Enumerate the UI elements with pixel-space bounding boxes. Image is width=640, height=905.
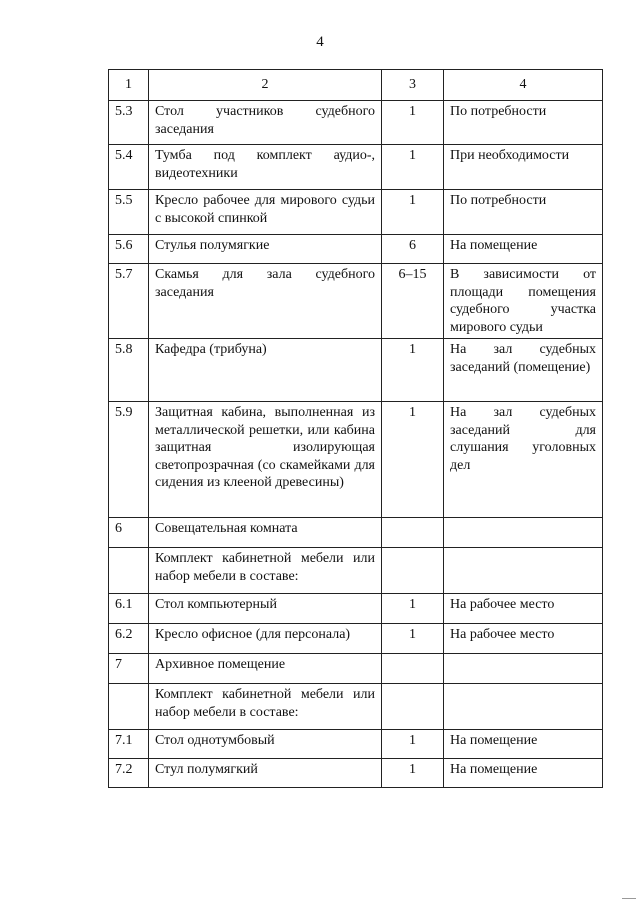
- note-cell: На помещение: [444, 759, 603, 788]
- table-row: [109, 145, 603, 190]
- row-number-cell: 5.7: [109, 264, 149, 339]
- note-cell: В зависимости от площади помещения судебного участка мирового судьи: [444, 264, 603, 339]
- edge-mark: [622, 898, 636, 899]
- header-cell-col3: 3: [382, 70, 444, 101]
- quantity-cell: 1: [382, 759, 444, 788]
- item-name-cell: Архивное помещение: [149, 654, 382, 684]
- note-cell: [444, 684, 603, 730]
- table-row: [109, 759, 603, 788]
- header-cell-col4: 4: [444, 70, 603, 101]
- note-cell: На помещение: [444, 730, 603, 759]
- table-row: [109, 101, 603, 145]
- item-name-cell: Стул полумягкий: [149, 759, 382, 788]
- item-name-cell: Защитная кабина, выполненная из металлической решетки, или кабина защитная изолирующая светопрозрачная (со скамейками для сидения из клееной древесины): [149, 402, 382, 518]
- row-number-cell: 7.1: [109, 730, 149, 759]
- item-name-cell: Стол компьютерный: [149, 594, 382, 624]
- quantity-cell: 1: [382, 594, 444, 624]
- quantity-cell: 6: [382, 235, 444, 264]
- table-row: [109, 402, 603, 518]
- quantity-cell: [382, 654, 444, 684]
- note-cell: При необходимости: [444, 145, 603, 190]
- page-number: 4: [316, 34, 324, 50]
- header-cell-col1: 1: [109, 70, 149, 101]
- row-number-cell: 6: [109, 518, 149, 548]
- quantity-cell: 1: [382, 339, 444, 402]
- row-number-cell: 5.6: [109, 235, 149, 264]
- quantity-cell: 1: [382, 402, 444, 518]
- quantity-cell: 1: [382, 190, 444, 235]
- item-name-cell: Кресло офисное (для персонала): [149, 624, 382, 654]
- table-row: [109, 730, 603, 759]
- note-cell: На зал судебных заседаний (помещение): [444, 339, 603, 402]
- table-row: [109, 684, 603, 730]
- row-number-cell: 5.4: [109, 145, 149, 190]
- table-row: [109, 235, 603, 264]
- quantity-cell: 1: [382, 101, 444, 145]
- table-row: [109, 624, 603, 654]
- item-name-cell: Стол участников судебного заседания: [149, 101, 382, 145]
- note-cell: [444, 654, 603, 684]
- note-cell: По потребности: [444, 190, 603, 235]
- note-cell: На помещение: [444, 235, 603, 264]
- table-row: [109, 339, 603, 402]
- item-name-cell: Стол однотумбовый: [149, 730, 382, 759]
- note-cell: На рабочее место: [444, 594, 603, 624]
- row-number-cell: 5.9: [109, 402, 149, 518]
- note-cell: По потребности: [444, 101, 603, 145]
- item-name-cell: Стулья полумягкие: [149, 235, 382, 264]
- table-row: [109, 518, 603, 548]
- row-number-cell: 6.1: [109, 594, 149, 624]
- quantity-cell: [382, 548, 444, 594]
- table-row: [109, 264, 603, 339]
- row-number-cell: 5.3: [109, 101, 149, 145]
- quantity-cell: [382, 518, 444, 548]
- table-header-row: [109, 70, 603, 101]
- item-name-cell: Совещательная комната: [149, 518, 382, 548]
- note-cell: [444, 518, 603, 548]
- item-name-cell: Скамья для зала судебного заседания: [149, 264, 382, 339]
- item-name-cell: Кафедра (трибуна): [149, 339, 382, 402]
- item-name-cell: Комплект кабинетной мебели или набор мебели в составе:: [149, 548, 382, 594]
- header-cell-col2: 2: [149, 70, 382, 101]
- note-cell: На зал судебных заседаний для слушания уголовных дел: [444, 402, 603, 518]
- row-number-cell: 6.2: [109, 624, 149, 654]
- note-cell: На рабочее место: [444, 624, 603, 654]
- row-number-cell: 7: [109, 654, 149, 684]
- row-number-cell: 5.5: [109, 190, 149, 235]
- table-row: [109, 548, 603, 594]
- note-cell: [444, 548, 603, 594]
- table-row: [109, 190, 603, 235]
- item-name-cell: Кресло рабочее для мирового судьи с высокой спинкой: [149, 190, 382, 235]
- row-number-cell: [109, 548, 149, 594]
- item-name-cell: Тумба под комплект аудио-, видеотехники: [149, 145, 382, 190]
- table-row: [109, 594, 603, 624]
- row-number-cell: 5.8: [109, 339, 149, 402]
- table-row: [109, 654, 603, 684]
- row-number-cell: 7.2: [109, 759, 149, 788]
- quantity-cell: 1: [382, 730, 444, 759]
- furniture-table: [108, 69, 603, 788]
- quantity-cell: 1: [382, 145, 444, 190]
- quantity-cell: 1: [382, 624, 444, 654]
- item-name-cell: Комплект кабинетной мебели или набор мебели в составе:: [149, 684, 382, 730]
- quantity-cell: [382, 684, 444, 730]
- quantity-cell: 6–15: [382, 264, 444, 339]
- row-number-cell: [109, 684, 149, 730]
